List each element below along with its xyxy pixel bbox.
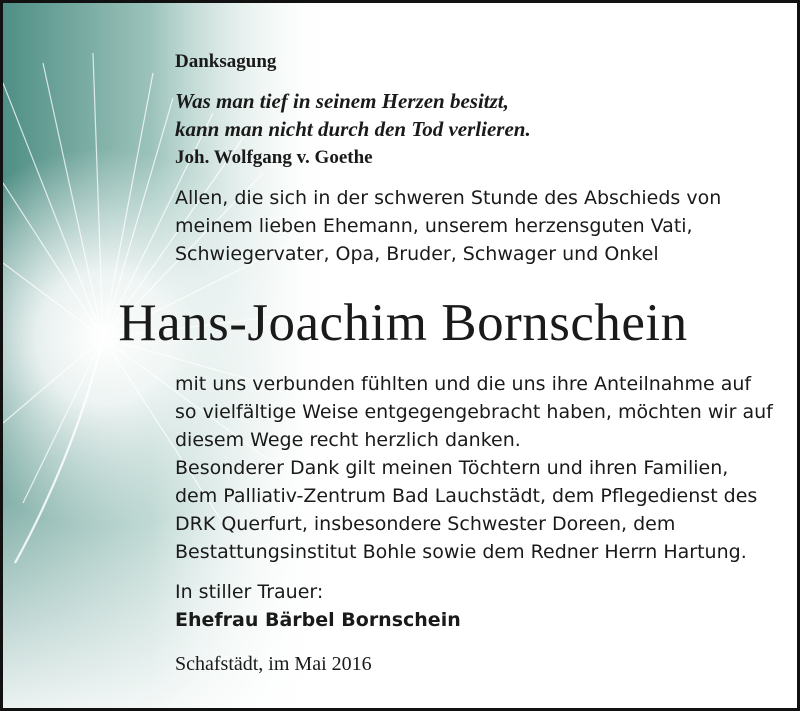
body-line: dem Palliativ-Zentrum Bad Lauchstädt, dem Pflegedienst des xyxy=(175,485,758,507)
intro-line: Schwiegervater, Opa, Bruder, Schwager und Onkel xyxy=(175,243,659,265)
body-line: Besonderer Dank gilt meinen Töchtern und ihren Familien, xyxy=(175,457,729,479)
body-line: DRK Querfurt, insbesondere Schwester Doreen, dem xyxy=(175,513,676,535)
heading: Danksagung xyxy=(175,51,277,72)
body-line: Bestattungsinstitut Bohle sowie dem Redner Herrn Hartung. xyxy=(175,541,747,563)
deceased-name: Hans-Joachim Bornschein xyxy=(118,294,688,352)
body-line: diesem Wege recht herzlich danken. xyxy=(175,429,521,451)
signer-name: Ehefrau Bärbel Bornschein xyxy=(175,609,461,631)
closing-phrase: In stiller Trauer: xyxy=(175,581,324,603)
place-date: Schafstädt, im Mai 2016 xyxy=(175,653,372,675)
body-line: mit uns verbunden fühlten und die uns ihre Anteilnahme auf xyxy=(175,373,752,395)
intro-line: meinem lieben Ehemann, unserem herzensguten Vati, xyxy=(175,215,693,237)
body-line: so vielfältige Weise entgegengebracht haben, möchten wir auf xyxy=(175,401,773,423)
quote-author: Joh. Wolfgang v. Goethe xyxy=(175,147,373,168)
quote-line: kann man nicht durch den Tod verlieren. xyxy=(175,117,531,141)
intro-line: Allen, die sich in der schweren Stunde des Abschieds von xyxy=(175,187,722,209)
quote-line: Was man tief in seinem Herzen besitzt, xyxy=(175,89,509,113)
